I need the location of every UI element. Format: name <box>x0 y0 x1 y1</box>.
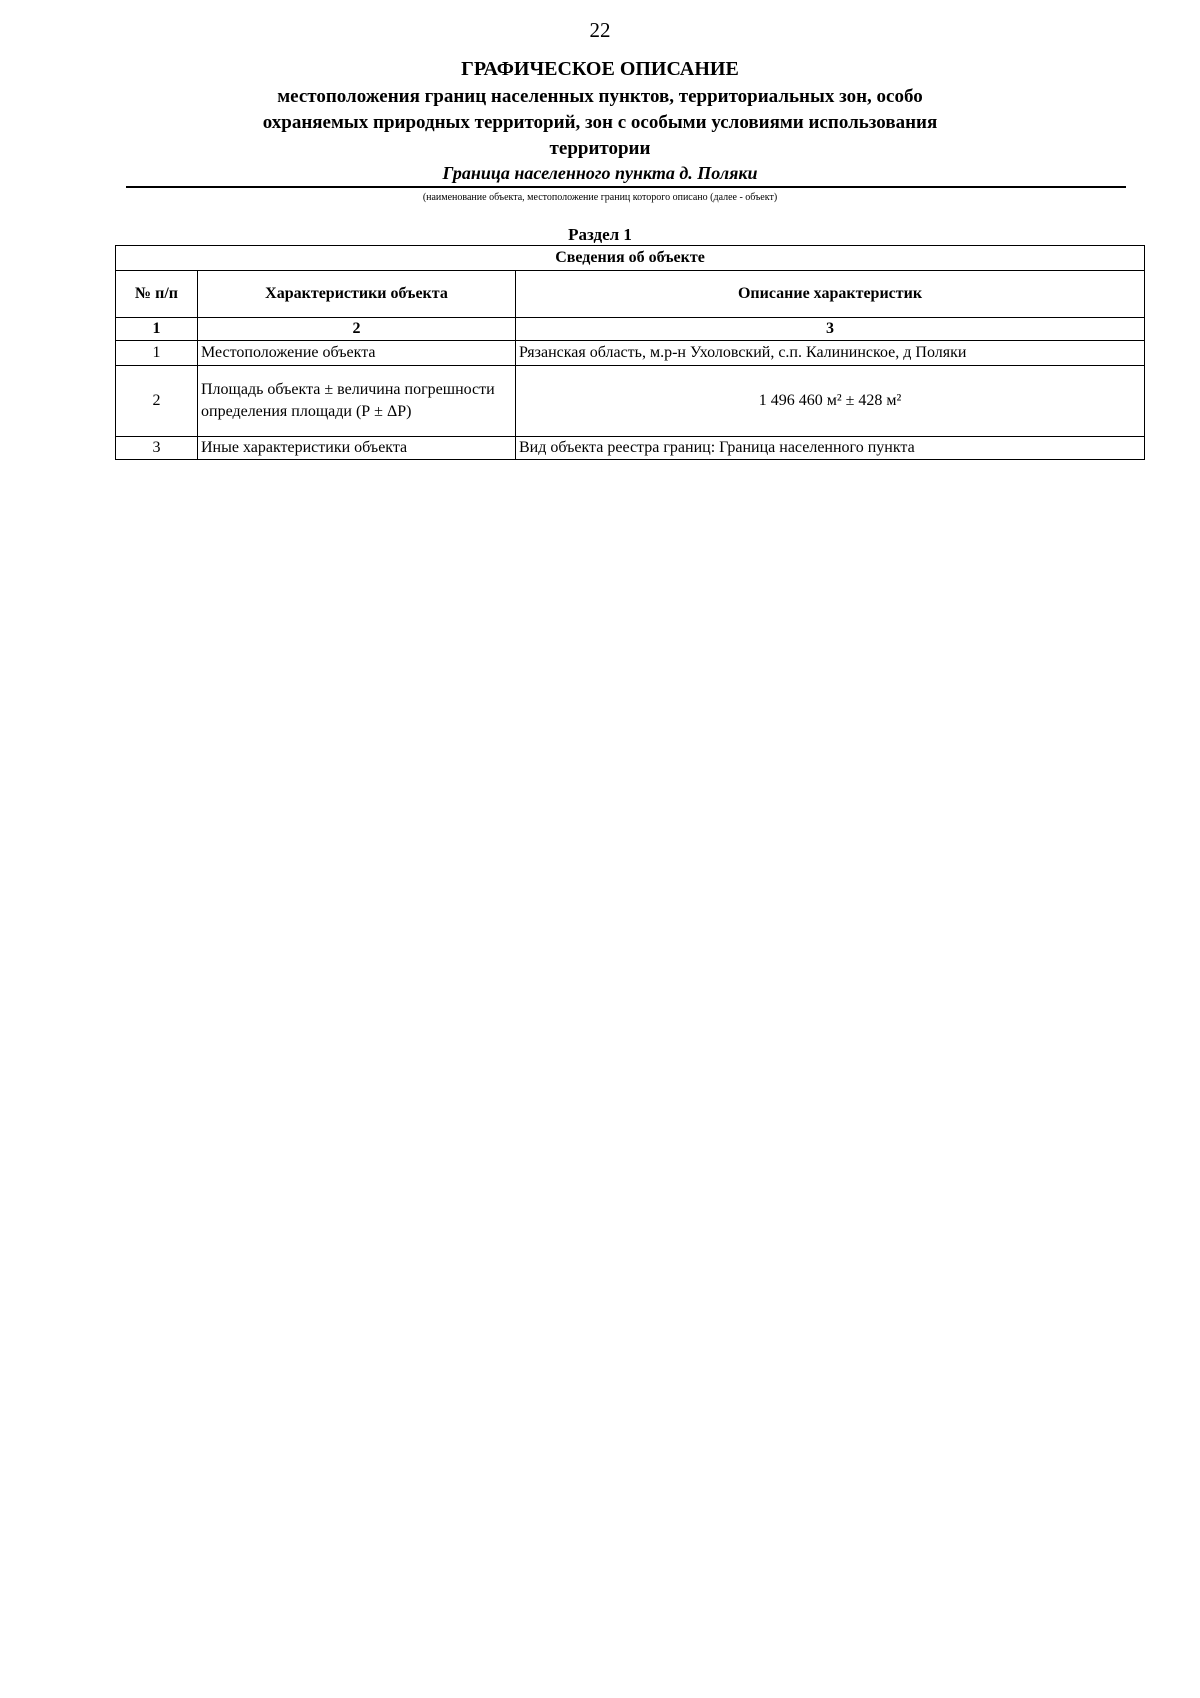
header-number: № п/п <box>116 271 198 318</box>
row-characteristic: Иные характеристики объекта <box>198 437 516 460</box>
header-description: Описание характеристик <box>516 271 1145 318</box>
table-caption: Сведения об объекте <box>116 246 1145 271</box>
table-index-row <box>116 318 1145 341</box>
object-name: Граница населенного пункта д. Поляки <box>442 163 758 183</box>
row-description: Рязанская область, м.р-н Ухоловский, с.п. Калининское, д Поляки <box>516 341 1145 366</box>
object-caption: (наименование объекта, местоположение границ которого описано (далее - объект) <box>422 192 778 203</box>
table-row <box>116 341 1145 366</box>
table-row <box>116 366 1145 437</box>
page-number: 22 <box>589 18 611 42</box>
index-cell: 2 <box>198 318 516 341</box>
index-cell: 1 <box>116 318 198 341</box>
row-characteristic: Местоположение объекта <box>198 341 516 366</box>
row-description: 1 496 460 м² ± 428 м² <box>516 366 1145 437</box>
row-number: 1 <box>116 341 198 366</box>
table-header-row <box>116 271 1145 318</box>
row-description: Вид объекта реестра границ: Граница населенного пункта <box>516 437 1145 460</box>
document-subtitle: местоположения границ населенных пунктов, территориальных зон, особо охраняемых природных территорий, зон с особыми условиями использования территории <box>262 86 938 159</box>
index-cell: 3 <box>516 318 1145 341</box>
section-title: Раздел 1 <box>568 225 632 244</box>
row-number: 3 <box>116 437 198 460</box>
underline-rule <box>126 186 1126 188</box>
row-number: 2 <box>116 366 198 437</box>
header-characteristic: Характеристики объекта <box>198 271 516 318</box>
document-title: ГРАФИЧЕСКОЕ ОПИСАНИЕ <box>461 58 739 80</box>
object-info-table <box>115 245 1145 460</box>
table-caption-row <box>116 246 1145 271</box>
table-row <box>116 437 1145 460</box>
row-characteristic: Площадь объекта ± величина погрешности определения площади (Р ± ΔР) <box>198 366 516 437</box>
